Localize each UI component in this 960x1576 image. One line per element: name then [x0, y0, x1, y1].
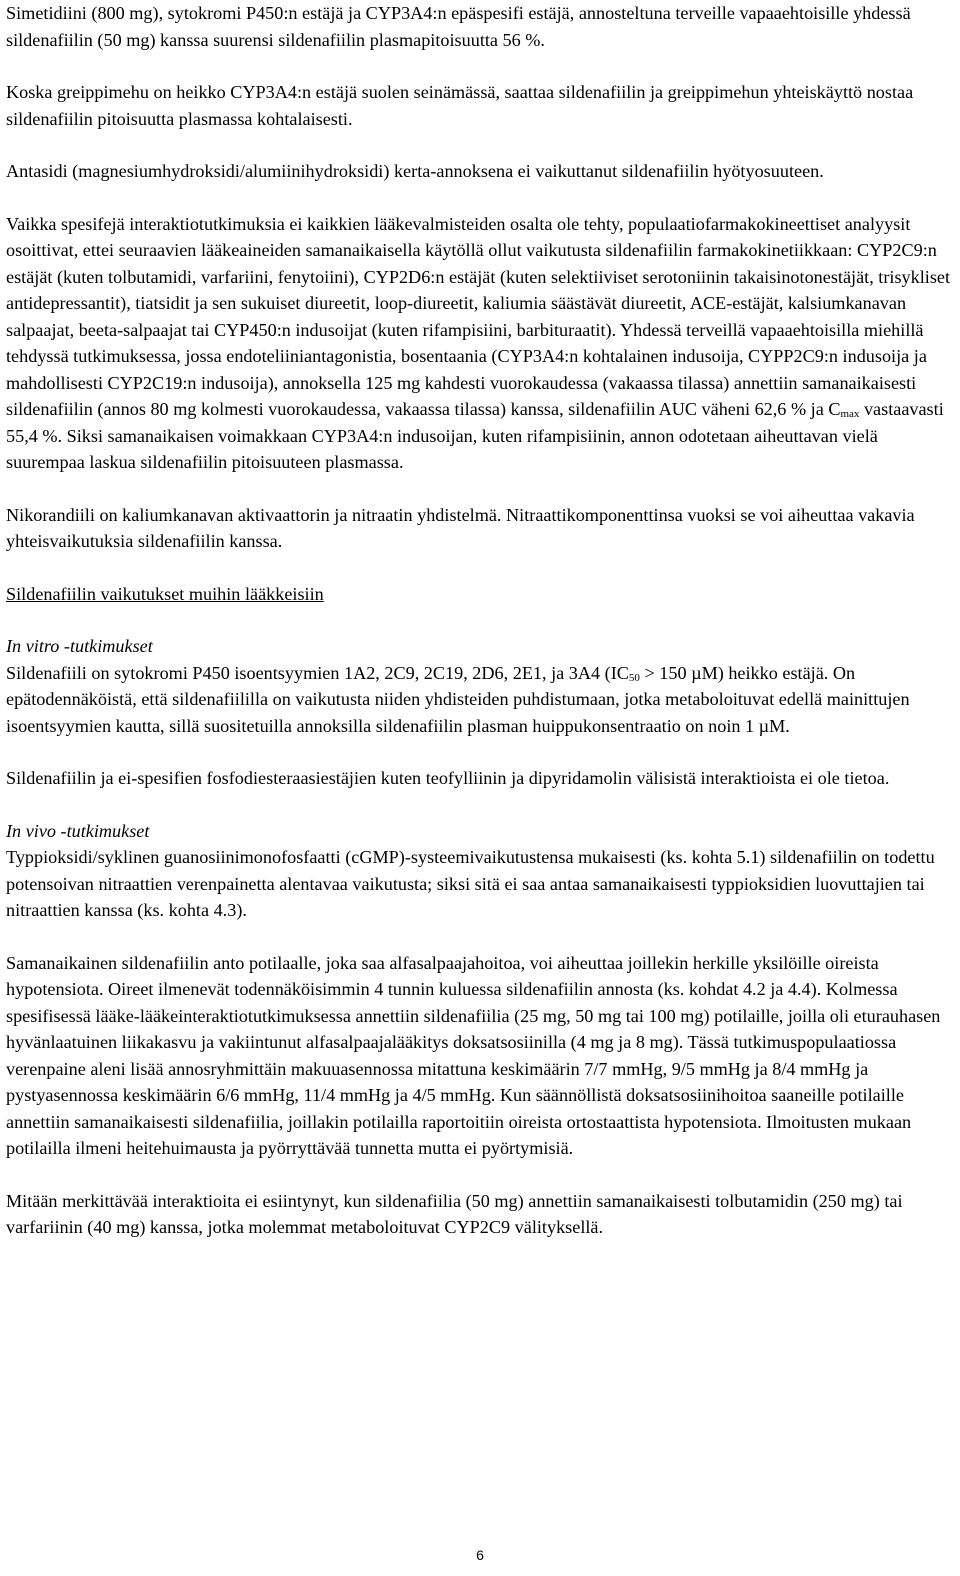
- paragraph-text: Sildenafiili on sytokromi P450 isoentsyymien 1A2, 2C9, 2C19, 2D6, 2E1, ja 3A4 (IC: [6, 662, 629, 683]
- subheading-in-vivo: In vivo -tutkimukset: [6, 820, 150, 841]
- paragraph-in-vitro: [6, 660, 956, 740]
- document-page: [6, 0, 956, 1576]
- paragraph-fosfodiesteraasi: Sildenafiilin ja ei-spesifien fosfodiesteraasiestäjien kuten teofylliinin ja dipyridamolin välisistä interaktioista ei ole tietoa.: [6, 768, 890, 788]
- paragraph-nikorandiili: Nikorandiili on kaliumkanavan aktivaattorin ja nitraatin yhdistelmä. Nitraattikomponenttinsa vuoksi se voi aiheuttaa vakavia yhteisvaikutuksia sildenafiilin kanssa.: [6, 504, 915, 551]
- paragraph-antasidi: Antasidi (magnesiumhydroksidi/alumiinihydroksidi) kerta-annoksena ei vaikuttanut sildenafiilin hyötyosuuteen.: [6, 161, 824, 181]
- paragraph-typpioksidi: Typpioksidi/syklinen guanosiinimonofosfaatti (cGMP)-systeemivaikutustensa mukaisesti (ks. kohta 5.1) sildenafiilin on todettu potensoivan nitraattien verenpainetta alentavaa vaikutusta; siksi sitä ei saa antaa samanaikaisesti typpioksidien luovuttajien tai nitraattien kanssa (ks. kohta 4.3).: [6, 847, 935, 920]
- paragraph-text: vastaavasti 55,4 %. Siksi samanaikaisen voimakkaan CYP3A4:n indusoijan, kuten rifampisiinin, annon odotetaan aiheuttavan vielä suurempaa laskua sildenafiilin pitoisuuteen plasmassa.: [6, 399, 944, 472]
- subheading-in-vitro: In vitro -tutkimukset: [6, 636, 153, 656]
- paragraph-text: > 150 µM) heikko estäjä. On epätodennäköistä, että sildenafiililla on vaikutusta niiden yhdisteiden puhdistumaan, jotka metaboloituvat edellä mainittujen isoentsyymien kautta, sillä suositetuilla annoksilla sildenafiilin plasman huippukonsentraatio on noin 1 µM.: [6, 662, 910, 736]
- paragraph-alfasalpaaja: Samanaikainen sildenafiilin anto potilaalle, joka saa alfasalpaajahoitoa, voi aiheuttaa joillekin herkille yksilöille oireista hypotensiota. Oireet ilmenevät todennäköisimmin 4 tunnin kuluessa sildenafiilin annosta (ks. kohdat 4.2 ja 4.4). Kolmessa spesifisessä lääke-lääkeinteraktiotutkimuksessa annettiin sildenafiilia (25 mg, 50 mg tai 100 mg) potilaille, joilla oli eturauhasen hyvänlaatuinen liikakasvu ja vakiintunut alfasalpaajalääkitys doksatsosiinilla (4 mg ja 8 mg). Tässä tutkimuspopulaatiossa verenpaine aleni lisää annosryhmittäin makuuasennossa mitattuna keskimäärin 7/7 mmHg, 9/5 mmHg ja 8/4 mmHg ja pystyasennossa keskimäärin 6/6 mmHg, 11/4 mmHg ja 4/5 mmHg. Kun säännöllistä doksatsosiinihoitoa saaneille potilaille annettiin samanaikaisesti sildenafiilia, joillakin potilailla raportoitiin oireista ortostaattista hypotensiota. Ilmoitusten mukaan potilailla ilmeni heitehuimausta ja pyörryttävää tunnetta mutta ei pyörtymisiä.: [6, 952, 941, 1158]
- paragraph-greippimehu: Koska greippimehu on heikko CYP3A4:n estäjä suolen seinämässä, saattaa sildenafiilin ja greippimehun yhteiskäyttö nostaa sildenafiilin pitoisuutta plasmassa kohtalaisesti.: [6, 82, 914, 129]
- section-heading: Sildenafiilin vaikutukset muihin lääkkeisiin: [6, 583, 324, 604]
- paragraph-tolbutamidi: Mitään merkittävää interaktioita ei esiintynyt, kun sildenafiilia (50 mg) annettiin samanaikaisesti tolbutamidin (250 mg) tai varfariinin (40 mg) kanssa, jotka molemmat metaboloituvat CYP2C9 välityksellä.: [6, 1190, 903, 1237]
- paragraph-simetidiini: Simetidiini (800 mg), sytokromi P450:n estäjä ja CYP3A4:n epäspesifi estäjä, annosteltuna terveille vapaaehtoisille yhdessä sildenafiilin (50 mg) kanssa suurensi sildenafiilin plasmapitoisuutta 56 %.: [6, 3, 911, 50]
- subscript-50: 50: [628, 671, 640, 684]
- subscript-max: max: [840, 408, 860, 420]
- paragraph-text: Vaikka spesifejä interaktiotutkimuksia ei kaikkien lääkevalmisteiden osalta ole tehty, populaatiofarmakokineettiset analyysit osoittivat, ettei seuraavien lääkeaineiden samanaikaisella käytöllä ollut vaikutusta sildenafiilin farmakokinetiikkaan: CYP2C9:n estäjät (kuten tolbutamidi, varfariini, fenytoiini), CYP2D6:n estäjät (kuten selektiiviset serotoniinin takaisinotonestäjät, trisykliset antidepressantit), tiatsidit ja sen sukuiset diureetit, loop-diureetit, kaliumia säästävät diureetit, ACE-estäjät, kalsiumkanavan salpaajat, beeta-salpaajat tai CYP450:n indusoijat (kuten rifampisiini, barbituraatit). Yhdessä terveillä vapaaehtoisilla miehillä tehdyssä tutkimuksessa, jossa endoteliiniantagonistia, bosentaania (CYP3A4:n kohtalainen indusoija, CYPP2C9:n indusoija ja mahdollisesti CYP2C19:n indusoija), annoksella 125 mg kahdesti vuorokaudessa (vakaassa tilassa) annettiin samanaikaisesti sildenafiilin (annos 80 mg kolmesti vuorokaudessa, vakaassa tilassa) kanssa, sildenafiilin AUC väheni 62,6 % ja C: [6, 213, 951, 419]
- paragraph-populaatiofarmakokinetiikka: [6, 211, 956, 476]
- page-number: 6: [476, 1547, 484, 1563]
